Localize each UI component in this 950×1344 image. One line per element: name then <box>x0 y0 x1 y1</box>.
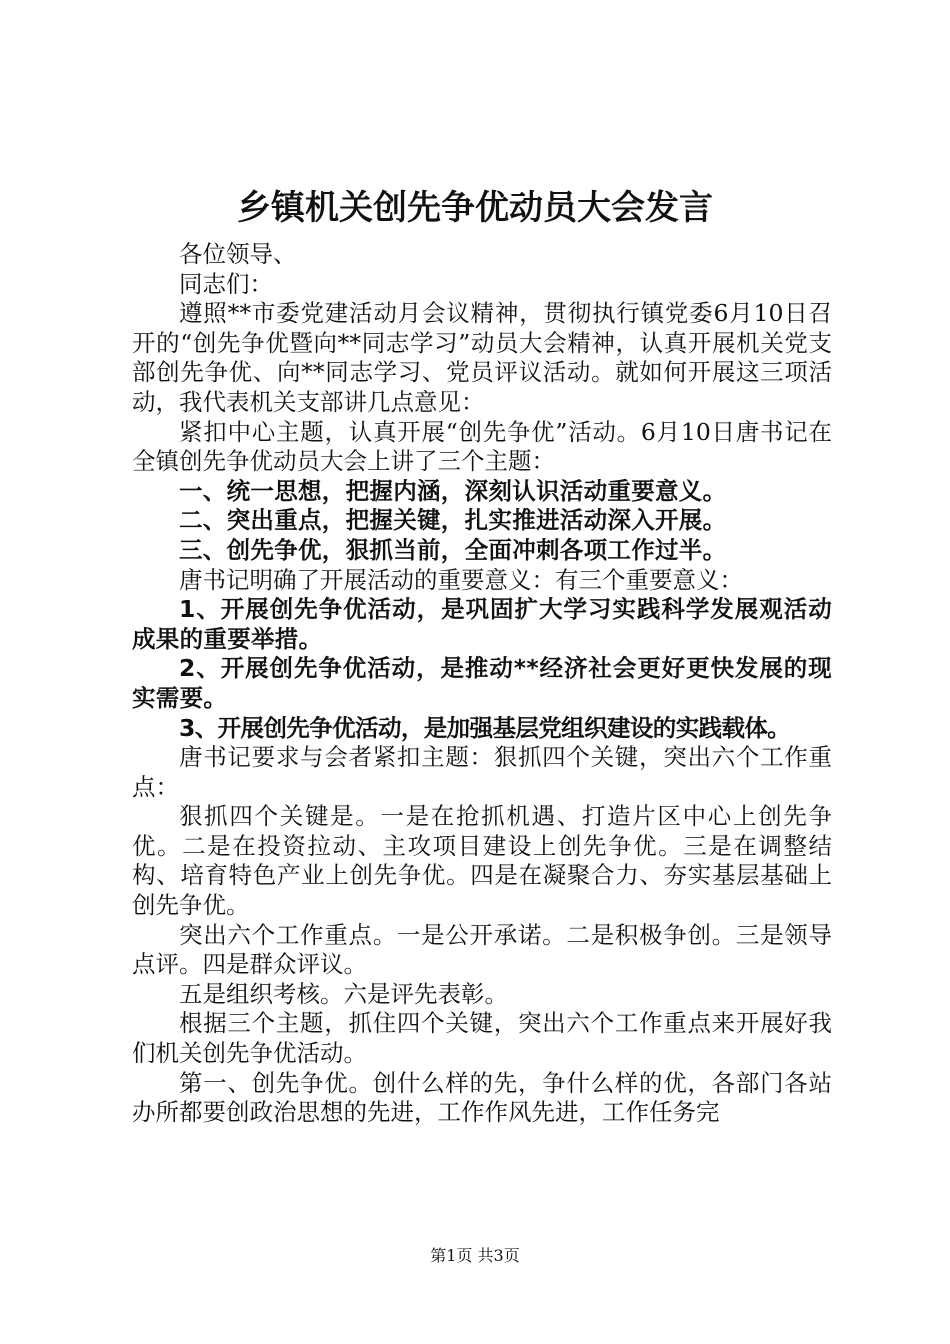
paragraph: 唐书记要求与会者紧扣主题：狠抓四个关键，突出六个工作重点： <box>132 743 832 801</box>
paragraph: 紧扣中心主题，认真开展“创先争优”活动。6月10日唐书记在全镇创先争优动员大会上讲了三个主题： <box>132 417 832 476</box>
paragraph: 遵照**市委党建活动月会议精神，贯彻执行镇党委6月10日召开的“创先争优暨向**同志学习”动员大会精神，认真开展机关党支部创先争优、向**同志学习、党员评议活动。就如何开展这三项活动，我代表机关支部讲几点意见： <box>132 299 832 416</box>
bold-heading: 2、开展创先争优活动，是推动**经济社会更好更快发展的现实需要。 <box>132 654 832 712</box>
bold-heading: 1、开展创先争优活动，是巩固扩大学习实践科学发展观活动成果的重要举措。 <box>132 595 832 653</box>
paragraph: 第一、创先争优。创什么样的先，争什么样的优，各部门各站办所都要创政治思想的先进，工作作风先进，工作任务完 <box>132 1068 832 1127</box>
bold-heading: 二、突出重点，把握关键，扎实推进活动深入开展。 <box>179 506 727 535</box>
paragraph: 各位领导、 <box>179 240 297 268</box>
page-number-footer: 第1页 共3页 <box>430 1246 520 1265</box>
document-title: 乡镇机关创先争优动员大会发言 <box>237 188 713 228</box>
paragraph: 五是组织考核。六是评先表彰。 <box>179 979 508 1008</box>
bold-heading: 3、开展创先争优活动，是加强基层党组织建设的实践载体。 <box>179 713 791 742</box>
paragraph: 根据三个主题，抓住四个关键，突出六个工作重点来开展好我们机关创先争优活动。 <box>132 1009 832 1068</box>
paragraph: 狠抓四个关键是。一是在抢抓机遇、打造片区中心上创先争优。二是在投资拉动、主攻项目建设上创先争优。三是在调整结构、培育特色产业上创先争优。四是在凝聚合力、夯实基层基础上创先争优。 <box>132 802 832 920</box>
paragraph: 突出六个工作重点。一是公开承诺。二是积极争创。三是领导点评。四是群众评议。 <box>132 920 832 979</box>
paragraph: 唐书记明确了开展活动的重要意义：有三个重要意义： <box>179 565 743 594</box>
document-body <box>132 240 832 1128</box>
bold-heading: 一、统一思想，把握内涵，深刻认识活动重要意义。 <box>179 476 727 505</box>
bold-heading: 三、创先争优，狠抓当前，全面冲刺各项工作过半。 <box>179 535 727 564</box>
paragraph: 同志们： <box>179 269 273 298</box>
